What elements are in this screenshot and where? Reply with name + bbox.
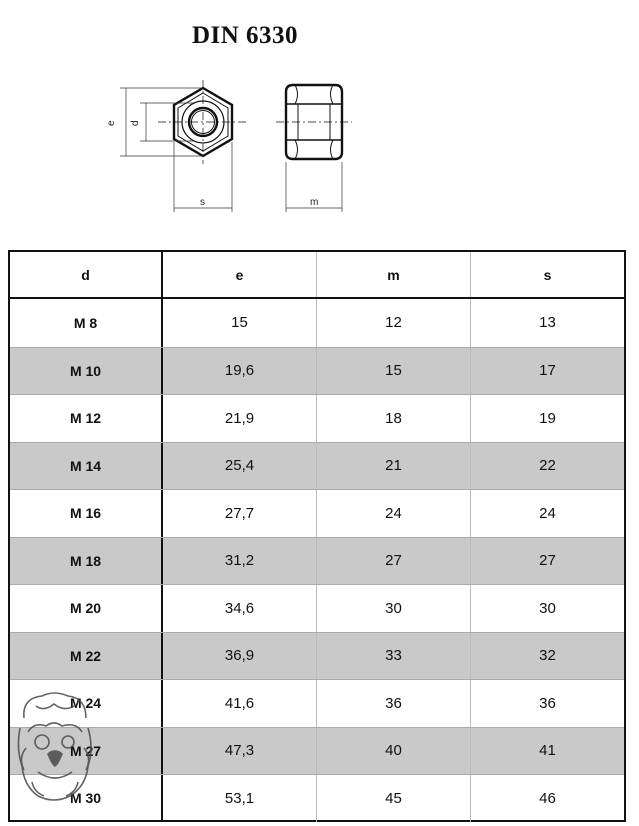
table-header-row	[10, 252, 624, 299]
cell-s: 41	[539, 742, 556, 760]
table-row	[10, 299, 624, 347]
cell-e: 25,4	[163, 443, 317, 490]
cell-d: M 18	[10, 538, 163, 585]
table-row	[10, 774, 624, 822]
cell-m: 12	[317, 299, 471, 347]
cell-m: 18	[317, 395, 471, 442]
table-row	[10, 679, 624, 727]
dim-label-s: s	[200, 197, 205, 208]
cell-d: M 8	[10, 299, 163, 347]
table-row	[10, 632, 624, 680]
cell-d: M 14	[10, 443, 163, 490]
cell-e: 36,9	[163, 633, 317, 680]
cell-m: 30	[317, 585, 471, 632]
cell-s: 46	[539, 789, 556, 807]
cell-m: 27	[317, 538, 471, 585]
table-row	[10, 347, 624, 395]
table-row	[10, 537, 624, 585]
header-d: d	[10, 252, 163, 297]
table-row	[10, 727, 624, 775]
cell-m: 21	[317, 443, 471, 490]
header-s: s	[543, 266, 552, 283]
cell-d: M 30	[10, 775, 163, 822]
cell-e: 53,1	[163, 775, 317, 822]
cell-s: 19	[539, 409, 556, 427]
cell-e: 21,9	[163, 395, 317, 442]
cell-e: 19,6	[163, 348, 317, 395]
header-m: m	[317, 252, 471, 297]
cell-d: M 10	[10, 348, 163, 395]
hex-front-view	[158, 80, 248, 164]
dim-label-d: d	[130, 120, 141, 126]
cell-e: 34,6	[163, 585, 317, 632]
cell-m: 45	[317, 775, 471, 822]
cell-d: M 22	[10, 633, 163, 680]
table-row	[10, 442, 624, 490]
header-e: e	[163, 252, 317, 297]
page-title: DIN 6330	[191, 22, 299, 49]
cell-d: M 27	[10, 728, 163, 775]
dim-label-e: e	[106, 120, 117, 126]
cell-d: M 20	[10, 585, 163, 632]
cell-s: 32	[539, 647, 556, 665]
cell-e: 47,3	[163, 728, 317, 775]
cell-s: 13	[539, 314, 556, 332]
cell-d: M 12	[10, 395, 163, 442]
cell-m: 33	[317, 633, 471, 680]
cell-d: M 16	[10, 490, 163, 537]
cell-m: 15	[317, 348, 471, 395]
dim-label-m: m	[310, 197, 319, 208]
cell-m: 40	[317, 728, 471, 775]
nut-technical-drawing	[100, 72, 370, 222]
table-row	[10, 584, 624, 632]
dimensions-table	[8, 250, 626, 822]
cell-e: 31,2	[163, 538, 317, 585]
cell-s: 27	[539, 552, 556, 570]
table-row	[10, 489, 624, 537]
cell-s: 36	[539, 694, 556, 712]
hex-side-view	[276, 85, 352, 159]
table-row	[10, 394, 624, 442]
lion-head-stamp-icon	[14, 688, 96, 806]
cell-m: 36	[317, 680, 471, 727]
cell-e: 15	[163, 299, 317, 347]
cell-e: 41,6	[163, 680, 317, 727]
cell-s: 17	[539, 362, 556, 380]
cell-e: 27,7	[163, 490, 317, 537]
cell-s: 22	[539, 457, 556, 475]
cell-d: M 24	[10, 680, 163, 727]
cell-s: 30	[539, 599, 556, 617]
cell-m: 24	[317, 490, 471, 537]
cell-s: 24	[539, 504, 556, 522]
